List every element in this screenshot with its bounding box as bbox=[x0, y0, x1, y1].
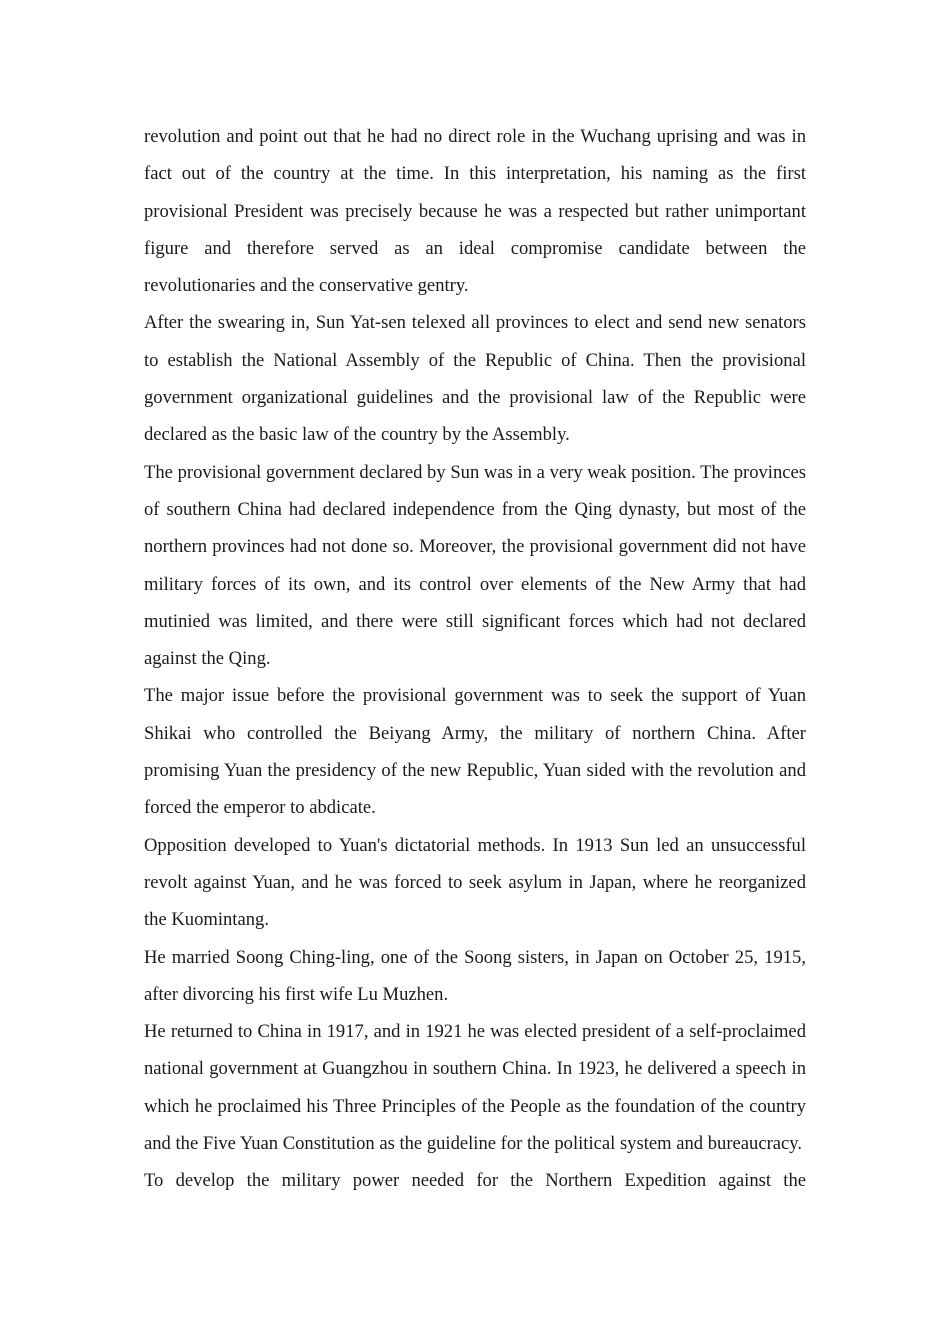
document-body bbox=[144, 118, 806, 1200]
paragraph-wuchang-interpretation: revolution and point out that he had no direct role in the Wuchang uprising and was in fact out of the country at the time. In this interpretation, his naming as the first provisional President was precisely because he was a respected but rather unimportant figure and therefore served as an ideal compromise candidate between the revolutionaries and the conservative gentry. bbox=[144, 126, 806, 297]
paragraph-yuan-shikai: The major issue before the provisional government was to seek the support of Yuan Shikai who controlled the Beiyang Army, the military of northern China. After promising Yuan the presidency of the new Republic, Yuan sided with the revolution and forced the emperor to abdicate. bbox=[144, 685, 806, 819]
paragraph-national-assembly: After the swearing in, Sun Yat-sen telexed all provinces to elect and send new senators to establish the National Assembly of the Republic of China. Then the provisional government organizational guidelines and the provisional law of the Republic were declared as the basic law of the country by the Assembly. bbox=[144, 312, 806, 446]
paragraph-weak-government: The provisional government declared by Sun was in a very weak position. The provinces of southern China had declared independence from the Qing dynasty, but most of the northern provinces had not done so. Moreover, the provisional government did not have military forces of its own, and its control over elements of the New Army that had mutinied was limited, and there were still significant forces which had not declared against the Qing. bbox=[144, 461, 806, 670]
paragraph-northern-expedition: To develop the military power needed for the Northern Expedition against the bbox=[144, 1170, 806, 1192]
paragraph-opposition: Opposition developed to Yuan's dictatorial methods. In 1913 Sun led an unsuccessful revolt against Yuan, and he was forced to seek asylum in Japan, where he reorganized the Kuomintang. bbox=[144, 834, 806, 931]
paragraph-marriage: He married Soong Ching-ling, one of the Soong sisters, in Japan on October 25, 1915, after divorcing his first wife Lu Muzhen. bbox=[144, 946, 806, 1005]
paragraph-return-to-china: He returned to China in 1917, and in 1921 he was elected president of a self-proclaimed national government at Guangzhou in southern China. In 1923, he delivered a speech in which he proclaimed his Three Principles of the People as the foundation of the country and the Five Yuan Constitution as the guideline for the political system and bureaucracy. bbox=[144, 1021, 806, 1155]
